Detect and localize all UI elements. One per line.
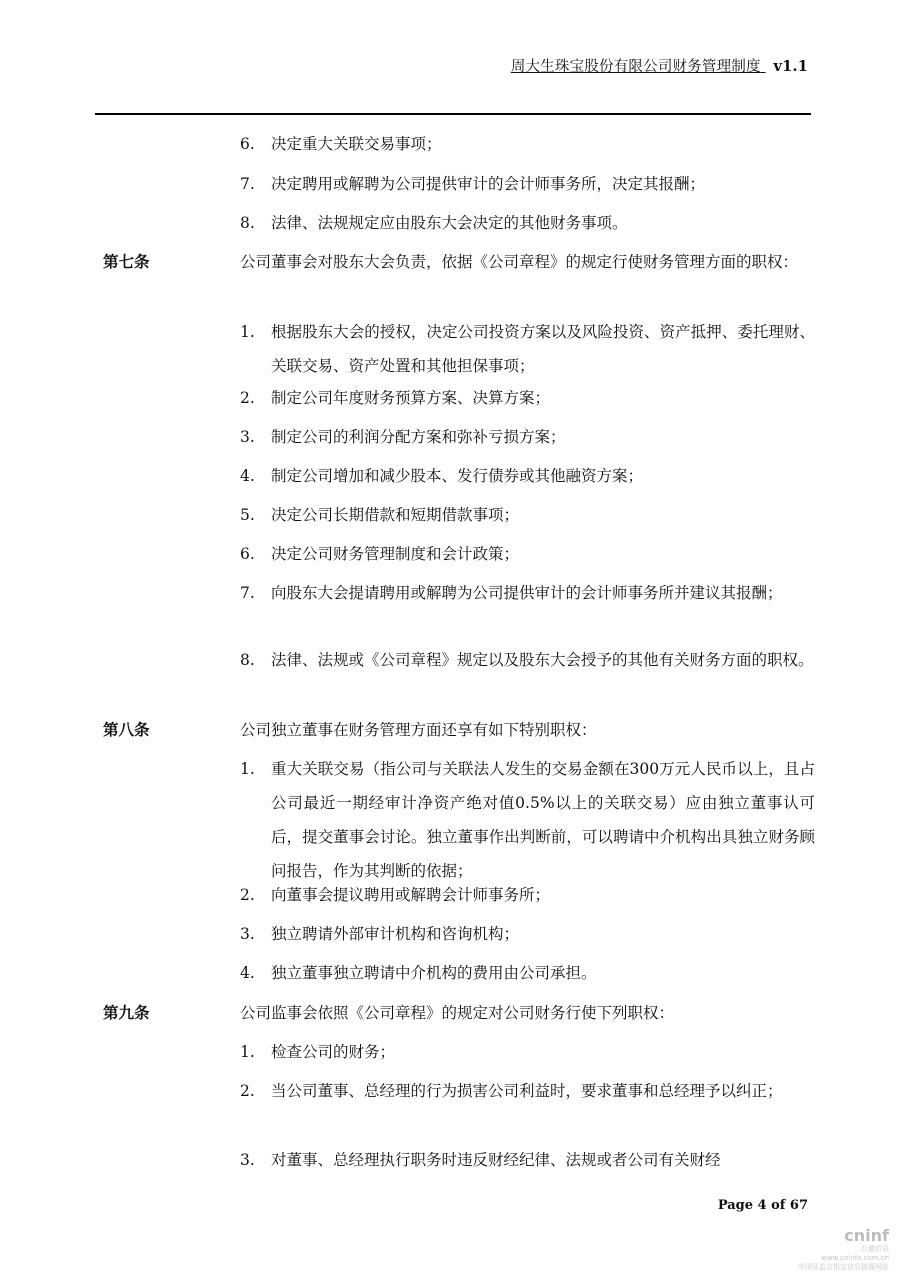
list-item-text: 重大关联交易（指公司与关联法人发生的交易金额在300万元人民币以上，且占公司最近一期经审计净资产绝对值0.5%以上的关联交易）应由独立董事认可后，提交董事会讨论。独立董事作出判断前，可以聘请中介机构出具独立财务顾问报告，作为其判断的依据； xyxy=(271,760,815,880)
list-item-number: 2. xyxy=(240,1082,255,1100)
list-item xyxy=(240,420,815,454)
watermark-url: www.cninfo.com.cn xyxy=(821,1254,889,1262)
list-item-number: 7. xyxy=(240,584,255,602)
list-item xyxy=(240,459,815,493)
list-item-text: 制定公司年度财务预算方案、决算方案； xyxy=(271,389,551,407)
article-8-label: 第八条 xyxy=(103,721,150,739)
list-item xyxy=(240,878,815,912)
watermark-org: 中国证监会指定信息披露网站 xyxy=(798,1263,889,1271)
article-7-body: 公司董事会对股东大会负责，依据《公司章程》的规定行使财务管理方面的职权： xyxy=(240,253,799,271)
list-item-number: 8. xyxy=(240,214,255,232)
list-item-text: 向股东大会提请聘用或解聘为公司提供审计的会计师事务所并建议其报酬； xyxy=(271,584,783,602)
article-7-label: 第七条 xyxy=(103,253,150,271)
list-item-text: 独立董事独立聘请中介机构的费用由公司承担。 xyxy=(271,964,597,982)
page-number: Page 4 of 67 xyxy=(717,1198,808,1213)
list-item-text: 决定重大关联交易事项； xyxy=(271,135,442,153)
article-9-body: 公司监事会依照《公司章程》的规定对公司财务行使下列职权： xyxy=(240,1004,675,1022)
list-item-number: 8. xyxy=(240,651,255,669)
list-item-text: 根据股东大会的授权，决定公司投资方案以及风险投资、资产抵押、委托理财、关联交易、资产处置和其他担保事项； xyxy=(271,323,815,375)
list-item-number: 4. xyxy=(240,964,255,982)
list-item xyxy=(240,956,815,990)
list-item xyxy=(240,498,815,532)
list-item-number: 1. xyxy=(240,323,255,341)
list-item-number: 2. xyxy=(240,389,255,407)
article-9-label: 第九条 xyxy=(103,1004,150,1022)
list-item xyxy=(240,381,815,415)
list-item-number: 2. xyxy=(240,886,255,904)
cninfo-watermark xyxy=(789,1226,889,1272)
list-item xyxy=(240,1143,815,1177)
list-item xyxy=(240,537,815,571)
list-item-text: 检查公司的财务； xyxy=(271,1043,396,1061)
watermark-cn-name: 巨潮资讯 xyxy=(861,1245,889,1253)
list-item-number: 6. xyxy=(240,135,255,153)
list-item-text: 决定公司财务管理制度和会计政策； xyxy=(271,545,520,563)
list-item-text: 决定公司长期借款和短期借款事项； xyxy=(271,506,520,524)
article-8-body: 公司独立董事在财务管理方面还享有如下特别职权： xyxy=(240,721,597,739)
list-item-text: 法律、法规或《公司章程》规定以及股东大会授予的其他有关财务方面的职权。 xyxy=(271,651,814,669)
document-header-title xyxy=(511,55,808,76)
list-item-text: 决定聘用或解聘为公司提供审计的会计师事务所，决定其报酬； xyxy=(271,175,706,193)
list-item-number: 5. xyxy=(240,506,255,524)
list-item xyxy=(240,206,815,240)
list-item-number: 6. xyxy=(240,545,255,563)
list-item-number: 3. xyxy=(240,428,255,446)
list-item xyxy=(240,315,815,383)
list-item-number: 7. xyxy=(240,175,255,193)
list-item-text: 向董事会提议聘用或解聘会计师事务所； xyxy=(271,886,551,904)
list-item-text: 独立聘请外部审计机构和咨询机构； xyxy=(271,925,520,943)
list-item xyxy=(240,167,815,201)
list-item-number: 1. xyxy=(240,1043,255,1061)
list-item-text: 法律、法规规定应由股东大会决定的其他财务事项。 xyxy=(271,214,628,232)
list-item-text: 当公司董事、总经理的行为损害公司利益时，要求董事和总经理予以纠正； xyxy=(271,1082,783,1100)
list-item-number: 3. xyxy=(240,925,255,943)
cninfo-logo: cninf xyxy=(844,1226,889,1245)
list-item-text: 对董事、总经理执行职务时违反财经纪律、法规或者公司有关财经 xyxy=(271,1151,721,1169)
list-item xyxy=(240,917,815,951)
list-item xyxy=(240,127,815,161)
header-version: v1.1 xyxy=(773,58,808,75)
list-item-number: 1. xyxy=(240,760,255,778)
header-divider xyxy=(95,113,811,115)
list-item-text: 制定公司的利润分配方案和弥补亏损方案； xyxy=(271,428,566,446)
list-item-text: 制定公司增加和减少股本、发行债券或其他融资方案； xyxy=(271,467,644,485)
list-item xyxy=(240,1074,815,1108)
list-item-number: 4. xyxy=(240,467,255,485)
list-item xyxy=(240,643,815,677)
list-item xyxy=(240,1035,815,1069)
header-title-text: 周大生珠宝股份有限公司财务管理制度 xyxy=(510,59,761,75)
list-item-number: 3. xyxy=(240,1151,255,1169)
list-item xyxy=(240,576,815,610)
list-item xyxy=(240,752,815,888)
